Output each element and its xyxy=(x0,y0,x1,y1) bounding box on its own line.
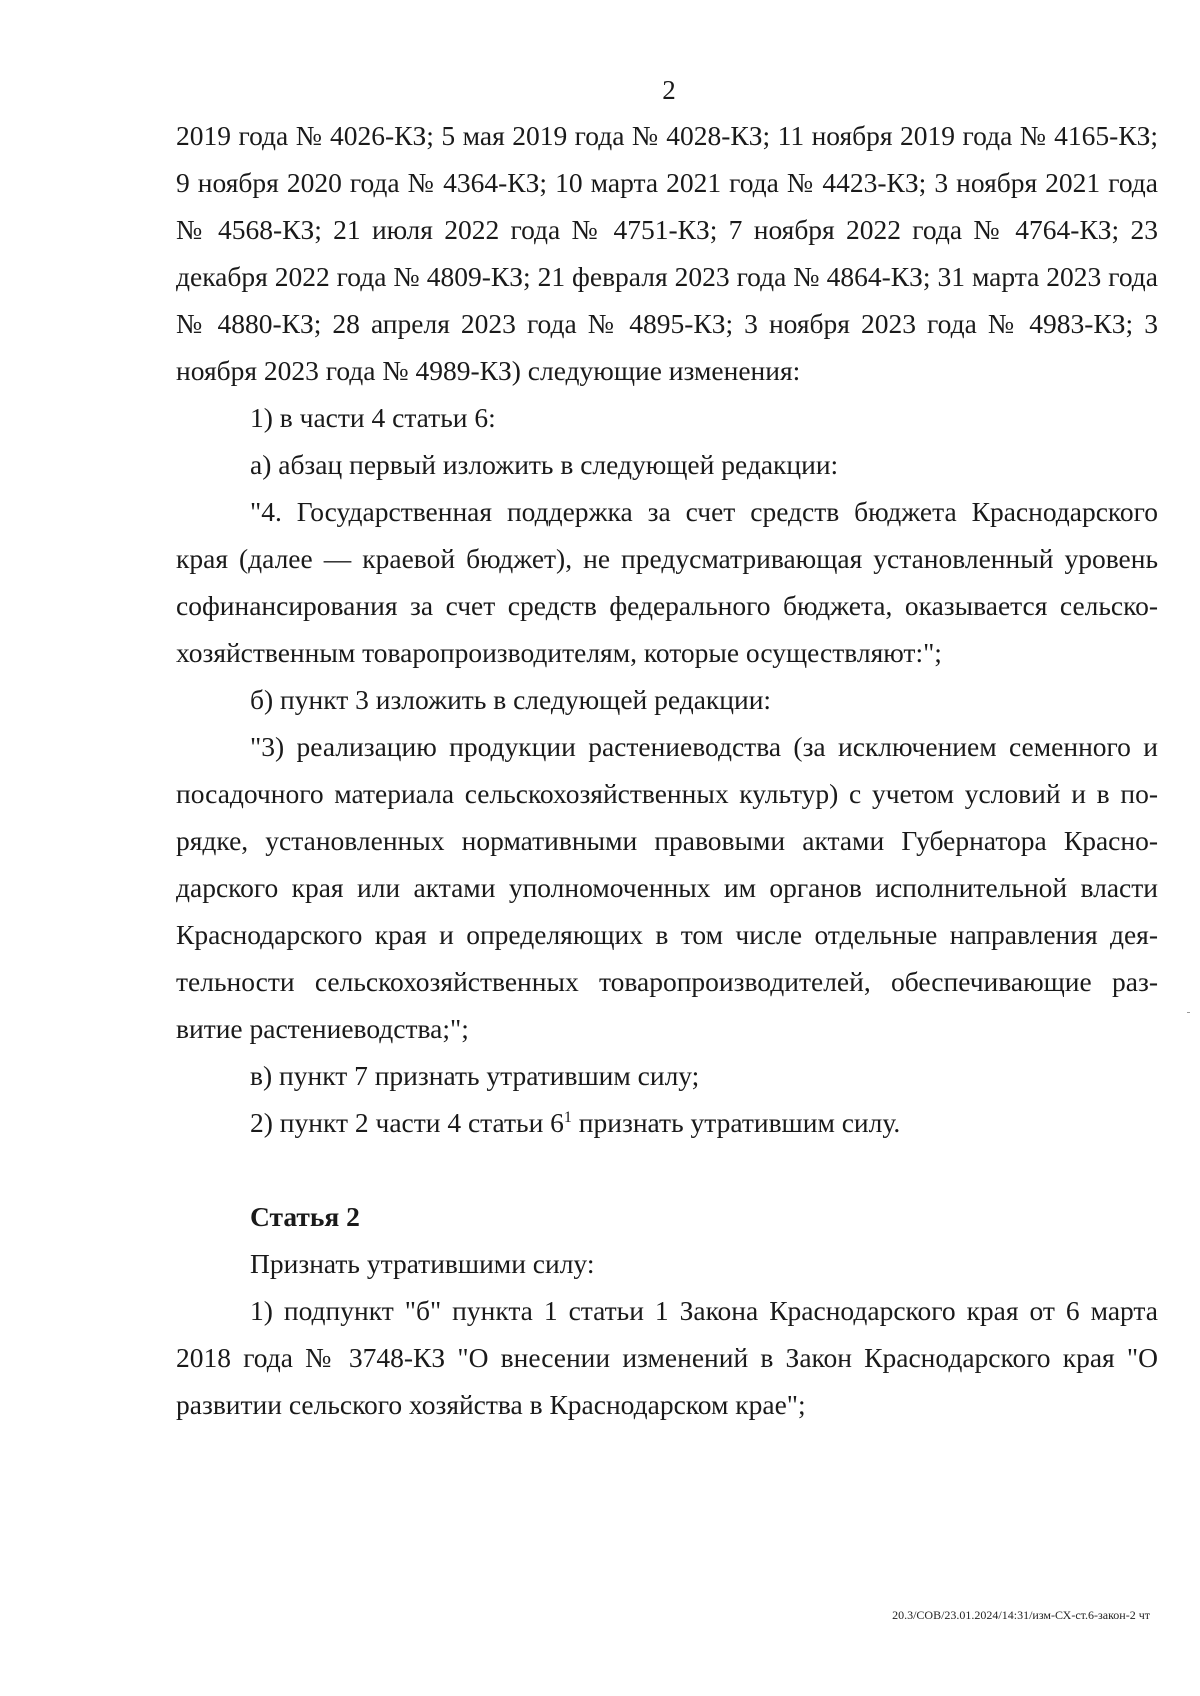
intro-paragraph: 2019 года № 4026-КЗ; 5 мая 2019 года № 4028-КЗ; 11 ноября 2019 года № 4165-КЗ; 9 ноября 2020 года № 4364-КЗ; 10 марта 2021 года № 4423-КЗ; 3 ноября 2021 года № 4568-КЗ; 21 июля 2022 года № 4751-КЗ; 7 ноября 2022 года № 4764-КЗ; 23 декабря 2022 года № 4809-КЗ; 21 февраля 2023 года № 4864-КЗ; 31 марта 2023 года № 4880-КЗ; 28 апреля 2023 года № 4895-КЗ; 3 ноября 2023 года № 4983-КЗ; 3 ноября 2023 года № 4989-КЗ) следующие изменения: xyxy=(176,120,1158,386)
article1-item2-superscript: 1 xyxy=(563,1108,572,1126)
article1-item1a: а) абзац первый изложить в следующей редакции: xyxy=(250,449,839,480)
article1-item2-suffix: признать утратившим силу. xyxy=(571,1107,901,1138)
article2-intro: Признать утратившими силу: xyxy=(250,1248,595,1279)
article1-item1b: б) пункт 3 изложить в следующей редакции: xyxy=(250,684,772,715)
article1-quote-point3: "3) реализацию продукции растениеводства (за исключением семенного и посадочного материала сельскохозяйственных культур) с учетом условий и в по-рядке, установленных нормативными правовыми актами Губернатора Красно-дарского края или актами уполномоченных им органов исполнительной власти Краснодарского края и определяющих в том числе отдельные направления дея-тельности сельскохозяйственных товаропроизводителей, обеспечивающие раз-витие растениеводства;"; xyxy=(176,731,1158,1044)
article1-item1: 1) в части 4 статьи 6: xyxy=(250,402,496,433)
article1-quote-part4: "4. Государственная поддержка за счет средств бюджета Краснодарского края (далее — краевой бюджет), не предусматривающая установленный уровень софинансирования за счет средств федерального бюджета, оказывается сельско-хозяйственным товаропроизводителям, которые осуществляют:"; xyxy=(176,496,1158,668)
article2-item1: 1) подпункт "б" пункта 1 статьи 1 Закона Краснодарского края от 6 марта 2018 года № 3748-КЗ "О внесении изменений в Закон Краснодарского края "О развитии сельского хозяйства в Краснодарском крае"; xyxy=(176,1295,1158,1420)
article1-item2-prefix: 2) пункт 2 части 4 статьи 6 xyxy=(250,1107,564,1138)
footer-document-code: 20.3/СОВ/23.01.2024/14:31/изм-СХ-ст.6-закон-2 чт xyxy=(892,1608,1150,1622)
document-body xyxy=(176,112,1158,1428)
article1-item2 xyxy=(176,1099,1158,1146)
page-number: 2 xyxy=(662,75,676,105)
article2-heading: Статья 2 xyxy=(250,1201,360,1232)
section-spacer xyxy=(176,1146,1158,1193)
article1-item1v: в) пункт 7 признать утратившим силу; xyxy=(250,1060,700,1091)
scan-mark xyxy=(1187,1012,1190,1013)
